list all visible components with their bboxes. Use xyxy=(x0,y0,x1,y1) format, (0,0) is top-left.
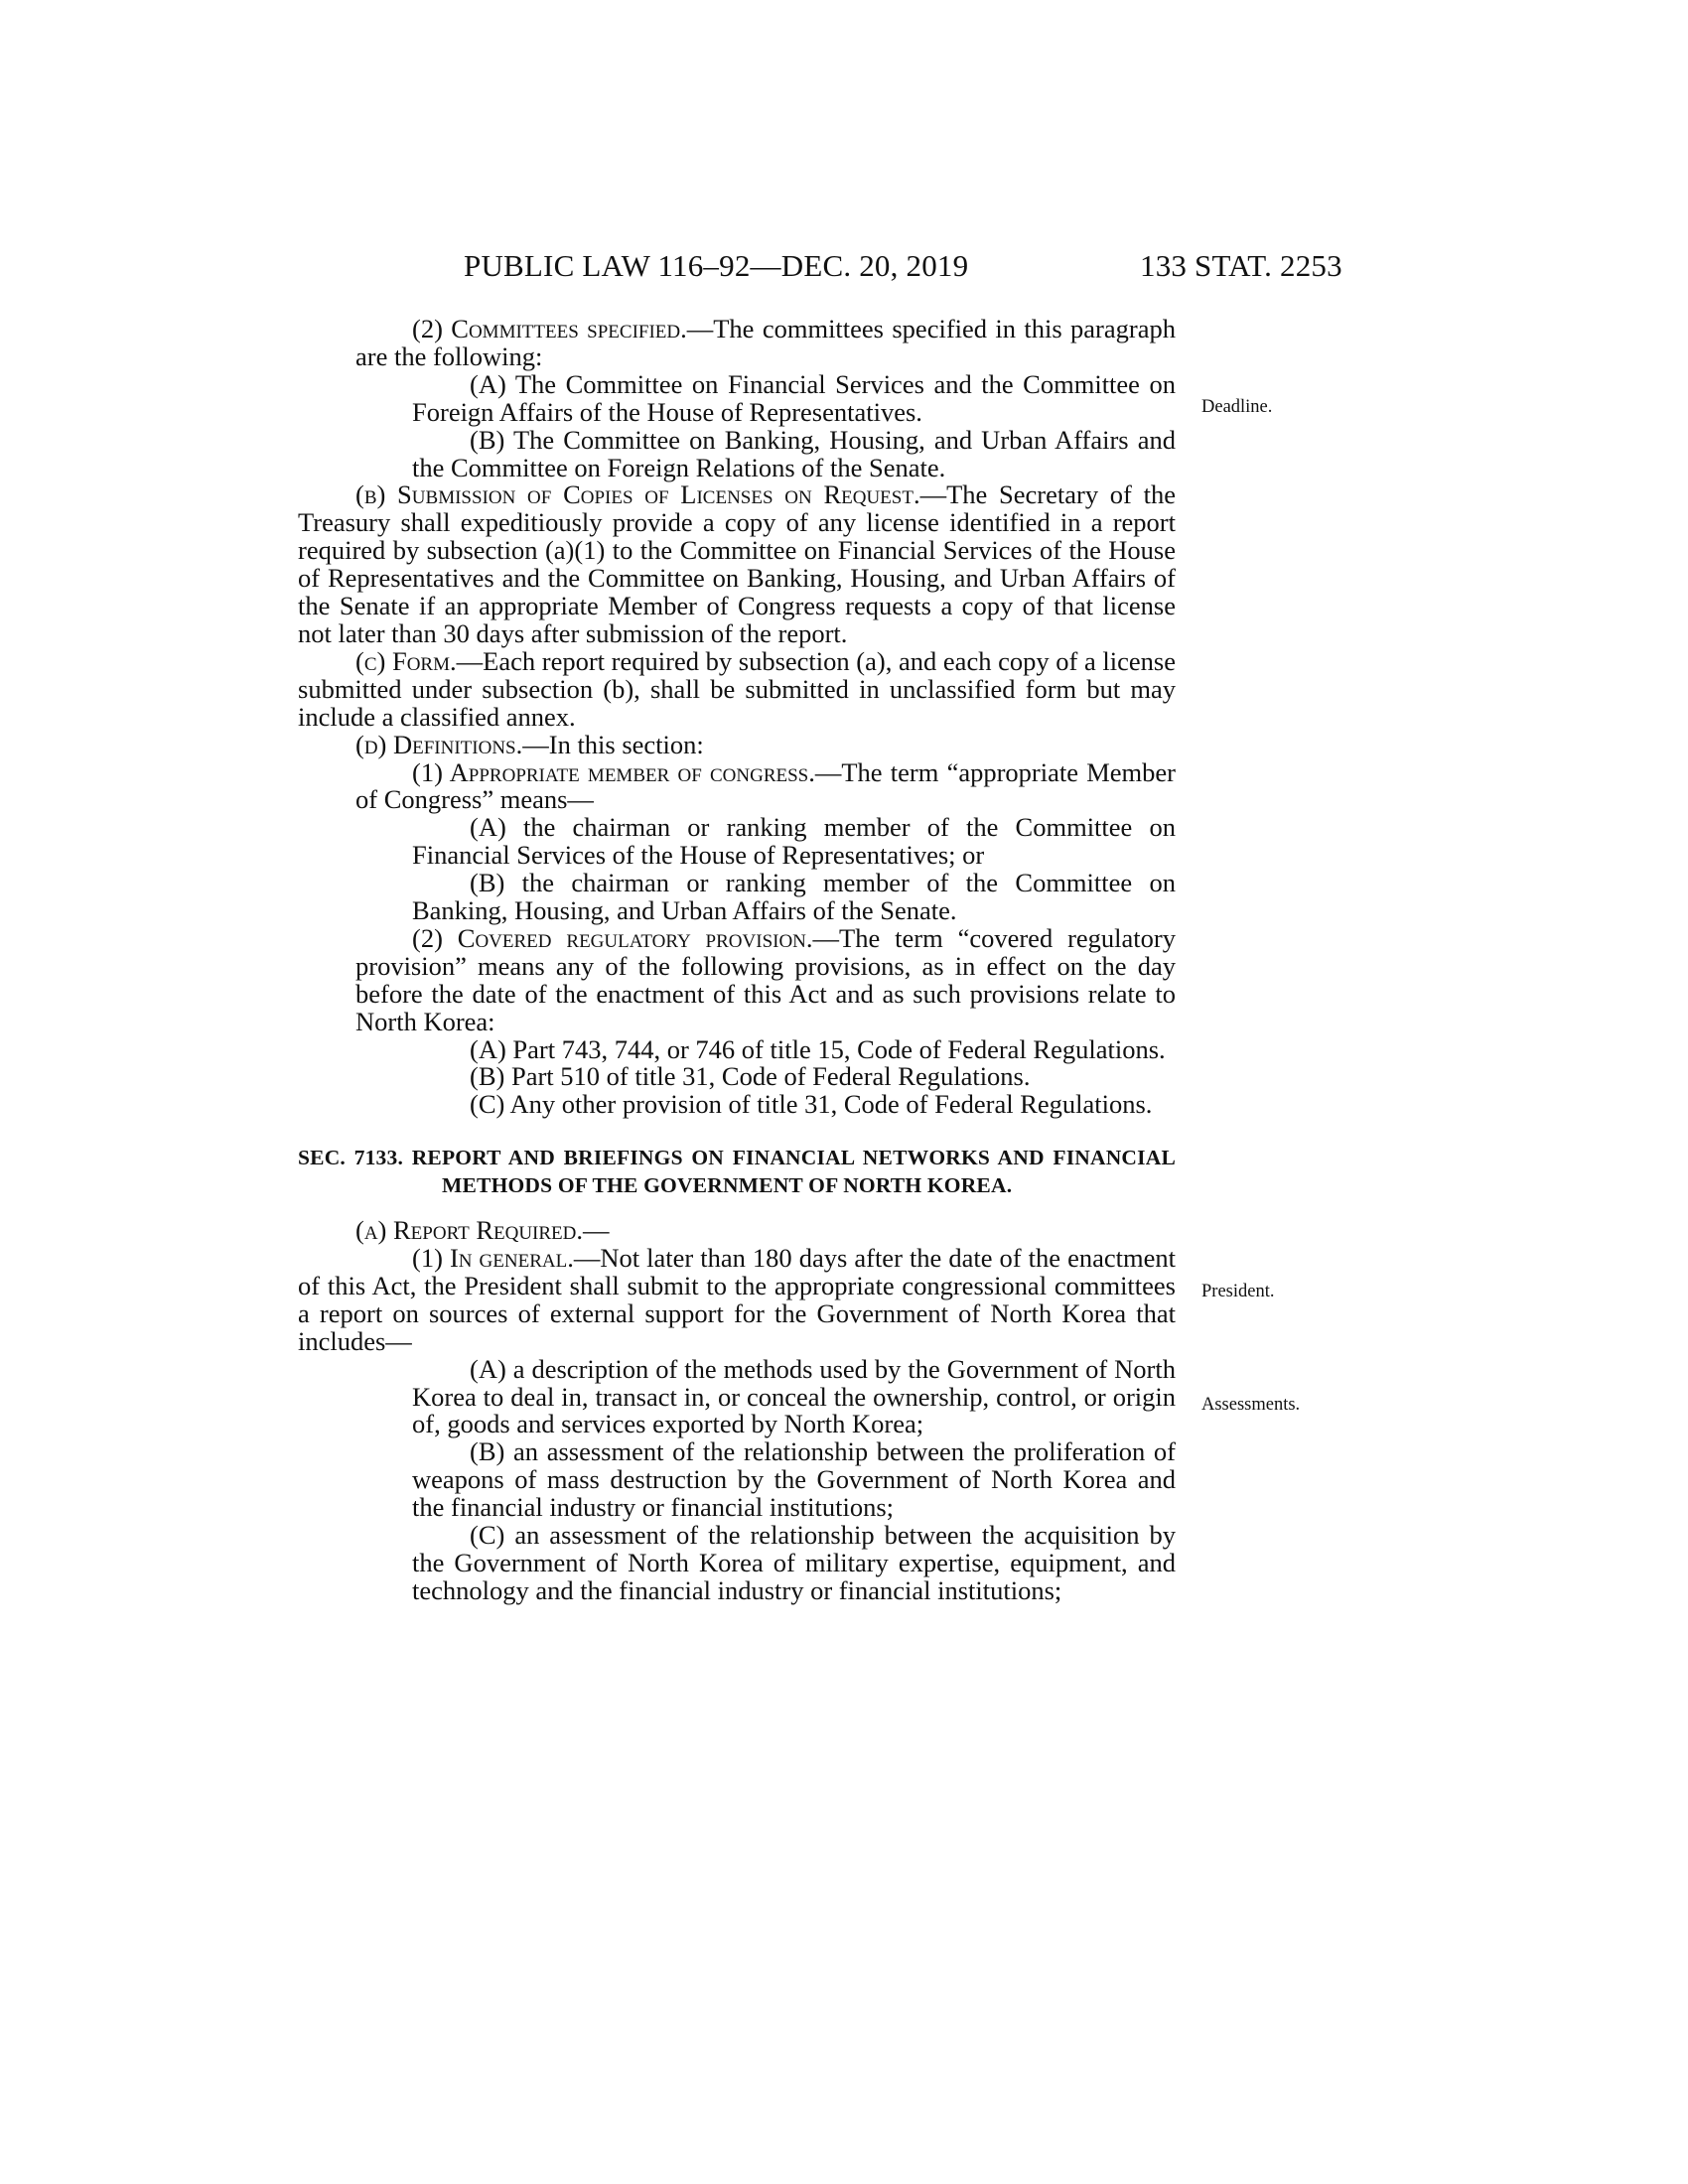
paragraph-heading: (1) In general. xyxy=(412,1243,574,1273)
item-a2-B: (B) The Committee on Banking, Housing, and Urban Affairs and the Committee on Foreign Relations of the Senate. xyxy=(412,424,1176,482)
item-sa1-A: (A) a description of the methods used by the Government of North Korea to deal in, transact in, or conceal the ownership, control, or origin of, goods and services exported by North Korea; xyxy=(412,1353,1176,1439)
subsection-heading: (b) Submission of Copies of Licenses on Request. xyxy=(355,479,920,510)
subsection-text: —In this section: xyxy=(522,729,704,759)
subsection-heading: (c) Form. xyxy=(355,645,457,676)
running-header-title: PUBLIC LAW 116–92—DEC. 20, 2019 xyxy=(464,248,969,283)
paragraph-text: —The term “covered regulatory provision” means any of the following provisions, as in effect on the day before the date of the enactment of this Act and as such provisions relate to North Korea: xyxy=(355,922,1176,1036)
paragraph-text: —Not later than 180 days after the date of the enactment of this Act, the President shall submit to the appropriate congressional committees a report on sources of external support for the Government of North Korea that includes— xyxy=(298,1243,1176,1356)
item-d2-A: (A) Part 743, 744, or 746 of title 15, Code of Federal Regulations. xyxy=(470,1033,1166,1064)
paragraph-text: —The committees specified in this paragraph are the following: xyxy=(355,314,1176,371)
subsection-a-heading: (a) Report Required.— xyxy=(355,1215,610,1246)
page-reference: 133 STAT. 2253 xyxy=(1140,248,1342,283)
subsection-text: —Each report required by subsection (a), and each copy of a license submitted under subsection (b), shall be submitted in unclassified form but may include a classified annex. xyxy=(298,645,1176,732)
paragraph-text: —The term “appropriate Member of Congress” means— xyxy=(355,756,1176,815)
item-sa1-C: (C) an assessment of the relationship between the acquisition by the Government of North Korea of military expertise, equipment, and technology and the financial industry or financial institutions; xyxy=(412,1520,1176,1605)
item-a2-A: (A) The Committee on Financial Services and the Committee on Foreign Affairs of the House of Representatives. xyxy=(412,368,1176,427)
paragraph-heading: (2) Covered regulatory provision. xyxy=(412,922,813,953)
subsection-d xyxy=(298,729,1176,759)
paragraph-heading: (1) Appropriate member of congress. xyxy=(412,756,815,787)
margin-note-deadline: Deadline. xyxy=(1201,397,1273,417)
item-d1-B: (B) the chairman or ranking member of the Committee on Banking, Housing, and Urban Affairs of the Senate. xyxy=(412,868,1176,926)
item-sa1-B: (B) an assessment of the relationship between the proliferation of weapons of mass destruction by the Government of North Korea and the financial industry or financial institutions; xyxy=(412,1436,1176,1523)
paragraph-d1 xyxy=(298,756,1176,815)
margin-note-assessments: Assessments. xyxy=(1201,1395,1301,1415)
section-heading: SEC. 7133. REPORT AND BRIEFINGS ON FINANCIAL NETWORKS AND FINANCIAL METHODS OF THE GOVERNMENT OF NORTH KOREA. xyxy=(298,1146,1176,1198)
item-d1-A: (A) the chairman or ranking member of the Committee on Financial Services of the House of Representatives; or xyxy=(412,812,1176,871)
margin-note-president: President. xyxy=(1201,1282,1275,1301)
paragraph-d2 xyxy=(298,922,1176,1036)
subsection-text: —The Secretary of the Treasury shall expeditiously provide a copy of any license identified in a report required by subsection (a)(1) to the Committee on Financial Services of the House of Representatives and the Committee on Banking, Housing, and Urban Affairs of the Senate if an appropriate Member of Congress requests a copy of that license not later than 30 days after submission of the report. xyxy=(298,479,1176,648)
paragraph-sa1 xyxy=(298,1245,1176,1356)
subsection-b xyxy=(298,481,1176,647)
document-body xyxy=(298,316,1176,1605)
paragraph-a2 xyxy=(298,316,1176,371)
item-d2-C: (C) Any other provision of title 31, Code of Federal Regulations. xyxy=(470,1089,1153,1120)
item-d2-B: (B) Part 510 of title 31, Code of Federal Regulations. xyxy=(470,1061,1031,1092)
paragraph-heading: (2) Committees specified. xyxy=(412,314,687,343)
subsection-heading: (d) Definitions. xyxy=(355,729,523,759)
subsection-c xyxy=(298,645,1176,732)
